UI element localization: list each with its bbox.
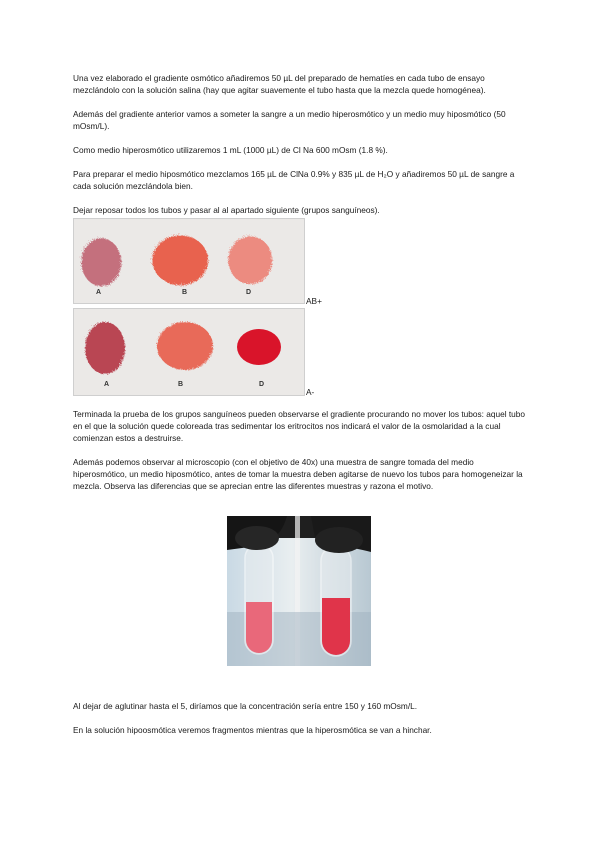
sample-d-agglutinated (227, 235, 271, 283)
paragraph-6: Terminada la prueba de los grupos sanguíneos pueden observarse el gradiente procurando no mover los tubos: aquel tubo en el que la solución quede coloreada tras sedimentar los eritrocitos nos indicará el valor de la osmolaridad a la cual comienzan estos a destruirse. (73, 409, 526, 443)
paragraph-8: Al dejar de aglutinar hasta el 5, diríamos que la concentración sería entre 150 y 160 mOsm/L. (73, 701, 418, 711)
tube-liquid-left (246, 602, 272, 653)
slide-label-d: D (246, 289, 252, 296)
paragraph-5: Dejar reposar todos los tubos y pasar al al apartado siguiente (grupos sanguíneos). (73, 205, 380, 215)
paragraph-3: Como medio hiperosmótico utilizaremos 1 mL (1000 µL) de Cl Na 600 mOsm (1.8 %). (73, 145, 388, 155)
glass-slide (73, 308, 305, 396)
sample-b-agglutinated (151, 234, 207, 284)
sample-a-agglutinated (84, 321, 124, 373)
slide-label-d: D (259, 381, 265, 388)
paragraph-1: Una vez elaborado el gradiente osmótico añadiremos 50 µL del preparado de hematíes en cada tubo de ensayo mezclándolo con la solución salina (hay que agitar suavemente el tubo hasta que la mezcla quede homogénea). (73, 73, 486, 95)
paragraph-7: Además podemos observar al microscopio (con el objetivo de 40x) una muestra de sangre tomada del medio hiperosmótico, un medio hiposmótico, antes de tomar la muestra deben agitarse de nuevo los tubos para homogeneizar la mezcla. Observa las diferencias que se aprecian entre las diferentes muestras y razona el motivo. (73, 457, 523, 491)
paragraph-9: En la solución hipoosmótica veremos fragmentos mientras que la hiperosmótica se van a hinchar. (73, 725, 432, 735)
slide-label-a: A (104, 381, 110, 388)
sample-b-not-agglutinated (156, 321, 212, 369)
slide-caption-ab-positive: AB+ (306, 296, 322, 306)
tube-liquid-right (322, 598, 350, 655)
sample-a-agglutinated (80, 237, 120, 285)
paragraph-4: Para preparar el medio hiposmótico mezclamos 165 µL de ClNa 0.9% y 835 µL de H₂O y añadiremos 50 µL de sangre a cada solución mezclándola bien. (73, 169, 515, 191)
slide-label-a: A (96, 289, 102, 296)
sample-d-drop (237, 329, 281, 365)
blood-slide-a-negative (73, 308, 305, 396)
glass-slide (73, 218, 305, 304)
blood-samples-illustration (74, 219, 304, 303)
blood-slide-ab-positive (73, 218, 305, 304)
test-tubes-illustration (227, 516, 371, 666)
slide-label-b: B (182, 289, 188, 296)
test-tubes-photo (227, 516, 371, 666)
paragraph-2: Además del gradiente anterior vamos a someter la sangre a un medio hiperosmótico y un medio muy hiposmótico (50 mOsm/L). (73, 109, 506, 131)
slide-label-b: B (178, 381, 184, 388)
slide-caption-a-negative: A- (306, 387, 315, 397)
